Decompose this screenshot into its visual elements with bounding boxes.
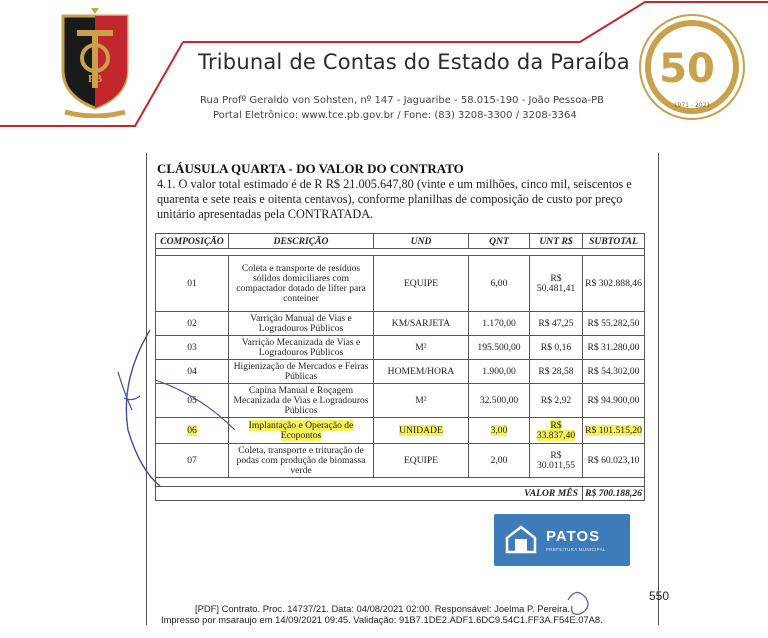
cell-qnt: 2,00 [469, 444, 530, 478]
table-row [156, 444, 645, 478]
col-header: UND [374, 234, 469, 249]
cell-desc [229, 418, 374, 444]
cell-qnt [469, 418, 530, 444]
patos-logo-subtext: PREFEITURA MUNICIPAL [546, 547, 606, 552]
cell-sub: R$ 31.280,00 [583, 336, 645, 360]
cell-sub: R$ 54.302,00 [583, 360, 645, 384]
highlight-qnt: 3,00 [490, 424, 508, 436]
svg-text:1971 - 2021: 1971 - 2021 [673, 102, 711, 109]
cell-sub: R$ 55.282,50 [583, 312, 645, 336]
highlight-comp: 06 [187, 424, 197, 436]
patos-emblem-icon [504, 524, 538, 556]
cell-und: KM/SARJETA [374, 312, 469, 336]
cell-desc: Varrição Mecanizada de Vias e Logradouros Públicos [229, 336, 374, 360]
contract-page [146, 153, 670, 625]
highlight-desc: Implantação e Operação de Ecopontos [248, 419, 354, 441]
cell-sub [583, 418, 645, 444]
cell-sub: R$ 60.023,10 [583, 444, 645, 478]
cell-und: M² [374, 384, 469, 418]
cost-table [155, 233, 645, 501]
cell-desc: Coleta, transporte e trituração de podas com produção de biomassa verde [229, 444, 374, 478]
cell-unt: R$ 28,58 [530, 360, 583, 384]
total-label: VALOR MÊS [156, 487, 583, 501]
tce-crest-logo [55, 8, 135, 118]
clause-body: 4.1. O valor total estimado é de R R$ 21.005.647,80 (vinte e um milhões, cinco mil, seiscentos e quarenta e sete reais e oitenta centavos), conforme planilhas de composição de custo por preço unitário apresentadas pela CONTRATADA. [157, 177, 632, 221]
table-row-highlighted [156, 418, 645, 444]
highlight-sub: R$ 101.515,20 [585, 424, 642, 436]
cell-unt: R$ 47,25 [530, 312, 583, 336]
cell-und: M² [374, 336, 469, 360]
cell-und: EQUIPE [374, 444, 469, 478]
total-value: R$ 700.188,26 [583, 487, 645, 501]
letterhead [0, 0, 768, 135]
cell-und: EQUIPE [374, 256, 469, 312]
cell-comp: 03 [156, 336, 229, 360]
svg-text:50: 50 [659, 46, 715, 92]
address-line: Rua Profº Geraldo von Sohsten, nº 147 - Jaguaribe - 58.015-190 - João Pessoa-PB [200, 95, 604, 106]
cell-unt: R$ 2,92 [530, 384, 583, 418]
highlight-unt: R$ 33.837,40 [536, 419, 576, 441]
col-header: QNT [469, 234, 530, 249]
total-row [156, 487, 645, 501]
cell-unt: R$ 30.011,55 [530, 444, 583, 478]
patos-logo-text: PATOS [546, 528, 601, 545]
anniversary-seal-logo [637, 12, 747, 122]
cell-sub: R$ 94.900,00 [583, 384, 645, 418]
cell-comp: 02 [156, 312, 229, 336]
col-header: DESCRIÇÃO [229, 234, 374, 249]
table-row [156, 312, 645, 336]
page-number: 550 [649, 589, 670, 603]
table-row [156, 336, 645, 360]
cell-unt: R$ 0,16 [530, 336, 583, 360]
cell-unt: R$ 50.481,41 [530, 256, 583, 312]
footer-line-1: [PDF] Contrato. Proc. 14737/21. Data: 04/08/2021 02:00. Responsável: Joelma P. Pereira. [195, 603, 571, 614]
cell-comp [156, 418, 229, 444]
highlight-und: UNIDADE [399, 424, 443, 436]
cell-und [374, 418, 469, 444]
footer-line-2: Impresso por msaraujo em 14/09/2021 09:45. Validação: 91B7.1DE2.ADF1.6DC9.54C1.FF3A.F54E.07A8. [161, 614, 603, 625]
cell-sub: R$ 302.888,46 [583, 256, 645, 312]
cell-desc: Higienização de Mercados e Feiras Públicas [229, 360, 374, 384]
cell-desc: Varrição Manual de Vias e Logradouros Públicos [229, 312, 374, 336]
table-row [156, 256, 645, 312]
patos-logo [494, 514, 630, 566]
col-header: SUBTOTAL [583, 234, 645, 249]
cell-qnt: 1.170,00 [469, 312, 530, 336]
cell-qnt: 1.900,00 [469, 360, 530, 384]
institution-title: Tribunal de Contas do Estado da Paraíba [198, 50, 630, 74]
cell-und: HOMEM/HORA [374, 360, 469, 384]
cell-qnt: 195.500,00 [469, 336, 530, 360]
cell-qnt: 32.500,00 [469, 384, 530, 418]
col-header: COMPOSIÇÃO [156, 234, 229, 249]
table-header-row [156, 234, 645, 249]
contact-line: Portal Eletrônico: www.tce.pb.gov.br / Fone: (83) 3208-3300 / 3208-3364 [213, 110, 577, 121]
cell-comp: 05 [156, 384, 229, 418]
table-row [156, 360, 645, 384]
cell-desc: Coleta e transporte de resíduos sólidos domiciliares com compactador dotado de lifter para conteiner [229, 256, 374, 312]
cell-comp: 07 [156, 444, 229, 478]
cell-comp: 01 [156, 256, 229, 312]
col-header: UNT R$ [530, 234, 583, 249]
table-row [156, 384, 645, 418]
cell-unt [530, 418, 583, 444]
svg-text:PB: PB [87, 73, 103, 85]
clause-title: CLÁUSULA QUARTA - DO VALOR DO CONTRATO [157, 161, 464, 176]
cell-desc: Capina Manual e Roçagem Mecanizada de Vias e Logradouros Públicos [229, 384, 374, 418]
cell-comp: 04 [156, 360, 229, 384]
cell-qnt: 6,00 [469, 256, 530, 312]
